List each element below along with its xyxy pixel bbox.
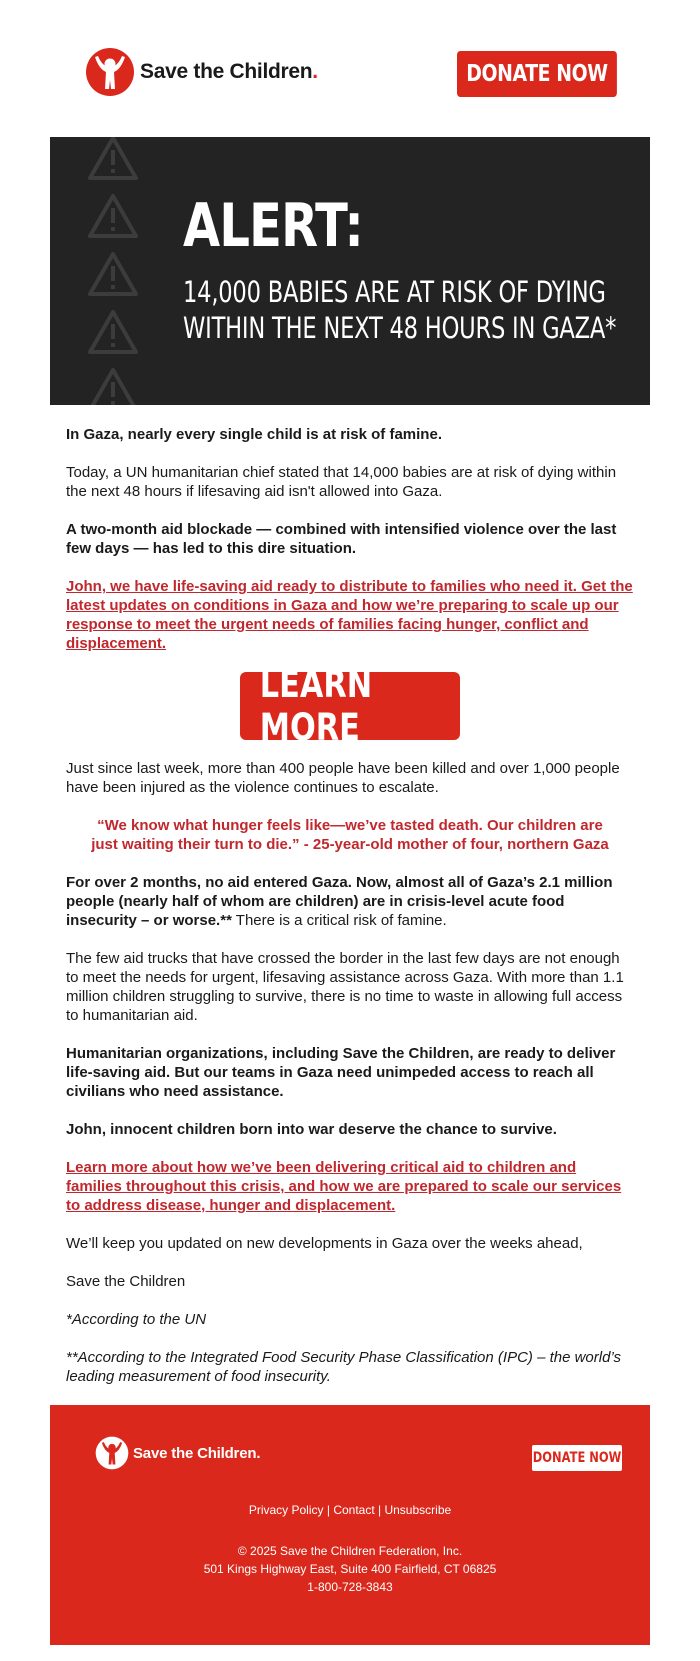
- footer-logo[interactable]: [95, 1436, 260, 1470]
- mother-quote: “We know what hunger feels like—we’ve tasted death. Our children are just waiting their turn to die.” - 25-year-old mother of four, northern Gaza: [91, 817, 609, 853]
- warning-triangle-icon: [87, 367, 139, 405]
- logo-text: Save the Children.: [140, 60, 318, 83]
- warning-triangle-icon: [87, 251, 139, 297]
- updates-link[interactable]: John, we have life-saving aid ready to distribute to families who need it. Get the latest updates on conditions in Gaza and how we’re preparing to scale up our response to meet the urgent needs of families facing hunger, conflict and displacement.: [66, 578, 633, 652]
- email-header: [50, 0, 650, 137]
- privacy-policy-link[interactable]: Privacy Policy: [248, 1503, 324, 1517]
- footer-links: [50, 1503, 650, 1517]
- famine-risk-text: There is a critical risk of famine.: [231, 912, 447, 929]
- donate-now-button[interactable]: DONATE NOW: [457, 51, 617, 97]
- email-body: [50, 405, 650, 1386]
- footnote-ipc: **According to the Integrated Food Security Phase Classification (IPC) – the world’s leading measurement of food insecurity.: [66, 1349, 621, 1385]
- alert-subtitle: [183, 274, 620, 346]
- alert-subtitle-line2: WITHIN THE NEXT 48 HOURS IN GAZA*: [183, 311, 617, 345]
- warning-triangle-icon: [87, 193, 139, 239]
- deserve-chance-paragraph: John, innocent children born into war deserve the chance to survive.: [66, 1121, 557, 1138]
- warning-triangle-icon: [87, 137, 139, 181]
- link-separator: |: [374, 1503, 385, 1517]
- un-statement-paragraph: Today, a UN humanitarian chief stated that 14,000 babies are at risk of dying within the next 48 hours if lifesaving aid isn't allowed into Gaza.: [66, 464, 617, 500]
- blockade-paragraph: A two-month aid blockade — combined with intensified violence over the last few days — has led to this dire situation.: [66, 521, 617, 557]
- food-insecurity-bold: For over 2 months, no aid entered Gaza. Now, almost all of Gaza’s 2.1 million people (nearly half of whom are children) are in crisis-level acute food insecurity – or worse.**: [66, 874, 613, 929]
- email-footer: [50, 1405, 650, 1645]
- footer-logo-text: Save the Children.: [133, 1444, 261, 1462]
- unsubscribe-link[interactable]: Unsubscribe: [384, 1503, 452, 1517]
- warning-triangle-icon: [87, 309, 139, 355]
- closing-paragraph: We’ll keep you updated on new developments in Gaza over the weeks ahead,: [66, 1235, 583, 1252]
- alert-banner: [50, 137, 650, 405]
- intro-paragraph: In Gaza, nearly every single child is at risk of famine.: [66, 426, 442, 443]
- footnote-un: *According to the UN: [66, 1311, 207, 1328]
- footer-donate-button[interactable]: DONATE NOW: [532, 1445, 622, 1471]
- learn-more-button[interactable]: [240, 663, 460, 749]
- child-logo-icon: [85, 47, 135, 97]
- learn-aid-link[interactable]: Learn more about how we’ve been delivering critical aid to children and families throughout this crisis, and how we are prepared to scale our services to address disease, hunger and displacement.: [66, 1159, 622, 1214]
- save-the-children-logo[interactable]: [85, 47, 318, 97]
- footer-address-block: [50, 1542, 650, 1596]
- aid-trucks-paragraph: The few aid trucks that have crossed the border in the last few days are not enough to meet the needs for urgent, lifesaving assistance across Gaza. With more than 1.1 million children struggling to survive, there is no time to waste in allowing full access to humanitarian aid.: [66, 950, 624, 1024]
- postal-address: 501 Kings Highway East, Suite 400 Fairfield, CT 06825: [203, 1562, 497, 1576]
- phone-number[interactable]: 1-800-728-3843: [307, 1580, 393, 1594]
- food-insecurity-paragraph: [66, 873, 634, 930]
- link-separator: |: [323, 1503, 334, 1517]
- signature: Save the Children: [66, 1273, 186, 1290]
- alert-title: ALERT:: [183, 191, 363, 261]
- learn-more-label: LEARN MORE: [259, 663, 373, 749]
- child-logo-icon: [95, 1436, 129, 1470]
- alert-subtitle-line1: 14,000 BABIES ARE AT RISK OF DYING: [183, 275, 606, 309]
- casualties-paragraph: Just since last week, more than 400 people have been killed and over 1,000 people have been injured as the violence continues to escalate.: [66, 760, 620, 796]
- contact-link[interactable]: Contact: [333, 1503, 375, 1517]
- organizations-paragraph: Humanitarian organizations, including Save the Children, are ready to deliver life-saving aid. But our teams in Gaza need unimpeded access to reach all civilians who need assistance.: [66, 1045, 616, 1100]
- copyright-text: © 2025 Save the Children Federation, Inc.: [237, 1544, 463, 1558]
